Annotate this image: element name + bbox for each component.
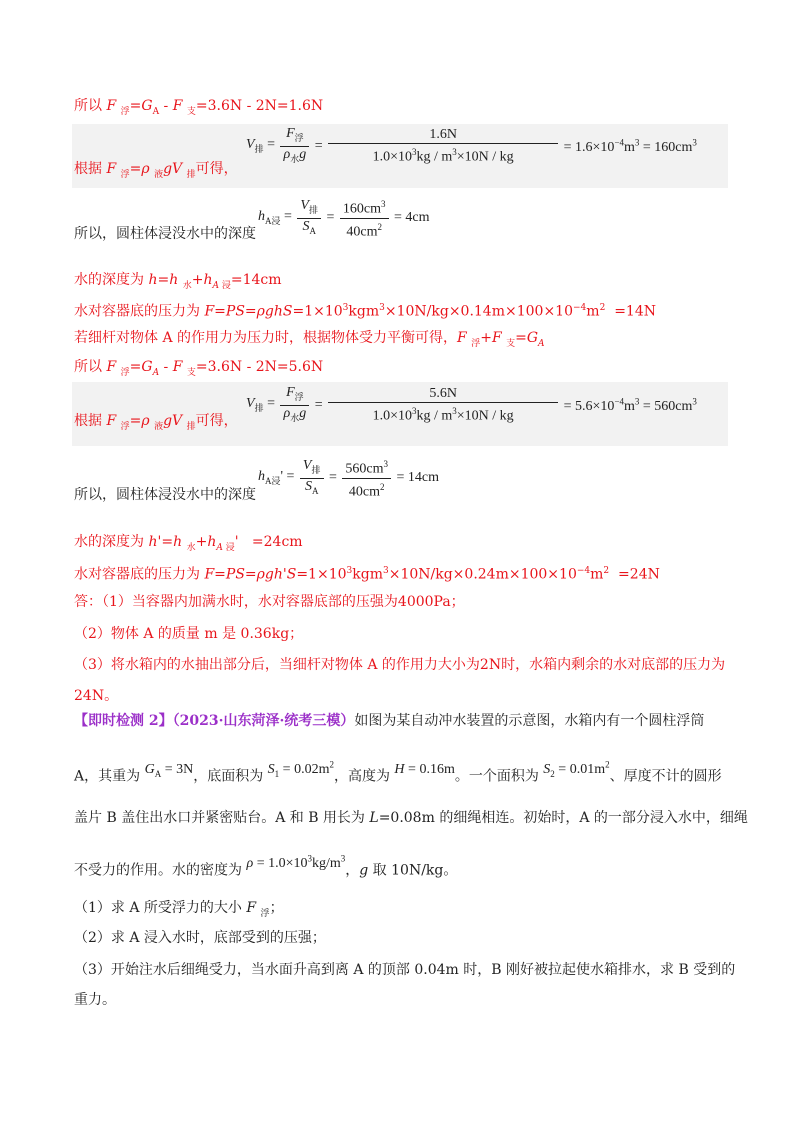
solution-line: 水对容器底的压力为 $F=PS=\rho gh'S=1\times 10^3kgm^3\times 10N/kg\times 0.24m\times 100\times 10^{-4}m^2 =24N$	[74, 566, 660, 583]
question-3-cont: 重力。	[74, 992, 116, 1008]
solution-line: 所以，圆柱体浸没水中的深度	[74, 226, 256, 242]
math-s2: $S_2 = 0.01m^2$	[543, 759, 610, 779]
formula-v-displaced-1: $V_排$ = $\frac{F_浮}{\rho_水g}$ = $\frac{1.6N}{1.0\times 10^3kg / m^3\times 10N / kg}$ = $1.6\times 10^{-4}m^3 = 160cm^3$	[246, 126, 697, 165]
solution-line: 根据 F $_浮$=ρ $_液$gV $_排$可得，	[74, 161, 238, 180]
problem-text: ，高度为	[333, 768, 390, 785]
answer-line: 24N。	[74, 688, 119, 704]
solution-line: 所以 F $_浮=G_A - F$ $_支$=3.6N - 2N=1.6N	[74, 98, 324, 117]
answer-line: （2）物体 A 的质量 m 是 0.36kg；	[74, 626, 304, 642]
solution-line: 水的深度为 h=h $_水+h_{A 浸}=14cm$	[74, 272, 282, 291]
problem-text: ，底面积为	[193, 768, 264, 785]
problem-text: 。一个面积为	[454, 768, 539, 785]
problem-text: 、厚度不计的圆形	[609, 768, 722, 785]
problem-tag: 【即时检测 2】	[74, 713, 173, 729]
problem-text: 如图为某自动冲水装置的示意图，水箱内有一个圆柱浮筒	[354, 713, 705, 729]
solution-line: 所以，圆柱体浸没水中的深度	[74, 487, 256, 503]
answer-line: （3）将水箱内的水抽出部分后，当细杆对物体 A 的作用力大小为2N时，水箱内剩余的水对底部的压力为	[74, 657, 726, 673]
problem-line: 不受力的作用。水的密度为 $\rho = 1.0\times 10^3kg/m^3$，g 取 10N/kg。	[74, 853, 458, 879]
math-h: H = 0.16m	[394, 761, 455, 777]
solution-line: 所以 F $_浮=G_A - F$ $_支$=3.6N - 2N=5.6N	[74, 359, 324, 378]
question-2: （2）求 A 浸入水时，底部受到的压强；	[74, 930, 326, 946]
question-3: （3）开始注水后细绳受力，当水面升高到离 A 的顶部 0.04m 时，B 刚好被拉起使水箱排水，求 B 受到的	[74, 962, 736, 978]
question-1: （1）求 A 所受浮力的大小 F $_浮$；	[74, 900, 284, 919]
formula-depth-2: $h_{A浸}'$ = $\frac{V_排}{S_A}$ = $\frac{560cm^3}{40cm^2}$ = 14cm	[258, 457, 440, 500]
math-ga: $G_A = 3N$	[144, 761, 194, 779]
answer-line: 答：（1）当容器内加满水时，水对容器底部的压强为4000Pa；	[74, 594, 465, 610]
formula-depth-1: $h_{A浸}$ = $\frac{V_排}{S_A}$ = $\frac{160cm^3}{40cm^2}$ = 4cm	[258, 197, 430, 240]
problem-line: 盖片 B 盖住出水口并紧密贴台。A 和 B 用长为 L=0.08m 的细绳相连。初始时，A 的一部分浸入水中，细绳	[74, 810, 748, 826]
problem-line	[74, 711, 704, 731]
solution-line: 若细杆对物体 A 的作用力为压力时，根据物体受力平衡可得，F $_浮$+F $_支=G_A$	[74, 330, 545, 349]
problem-text: 不受力的作用。水的密度为	[74, 862, 242, 879]
solution-line: 水对容器底的压力为 $F=PS=\rho ghS=1\times 10^3kgm^3\times 10N/kg\times 0.14m\times 100\times 10^{-4}m^2 =14N$	[74, 303, 656, 320]
problem-source: （2023·山东菏泽·统考三模）	[172, 713, 355, 729]
math-s1: $S_1 = 0.02m^2$	[267, 759, 334, 779]
problem-line	[74, 759, 722, 791]
formula-v-displaced-2: $V_排$ = $\frac{F_浮}{\rho_水g}$ = $\frac{5.6N}{1.0\times 10^3kg / m^3\times 10N / kg}$ = $5.6\times 10^{-4}m^3 = 560cm^3$	[246, 385, 697, 424]
math-rho: $\rho = 1.0\times 10^3kg/m^3$	[246, 853, 346, 871]
solution-line: 根据 F $_浮$=ρ $_液$gV $_排$可得，	[74, 413, 238, 432]
solution-line: 水的深度为 h'=h $_水+h_{A 浸}' =24cm$	[74, 534, 303, 553]
problem-text: A，其重为	[74, 768, 141, 785]
